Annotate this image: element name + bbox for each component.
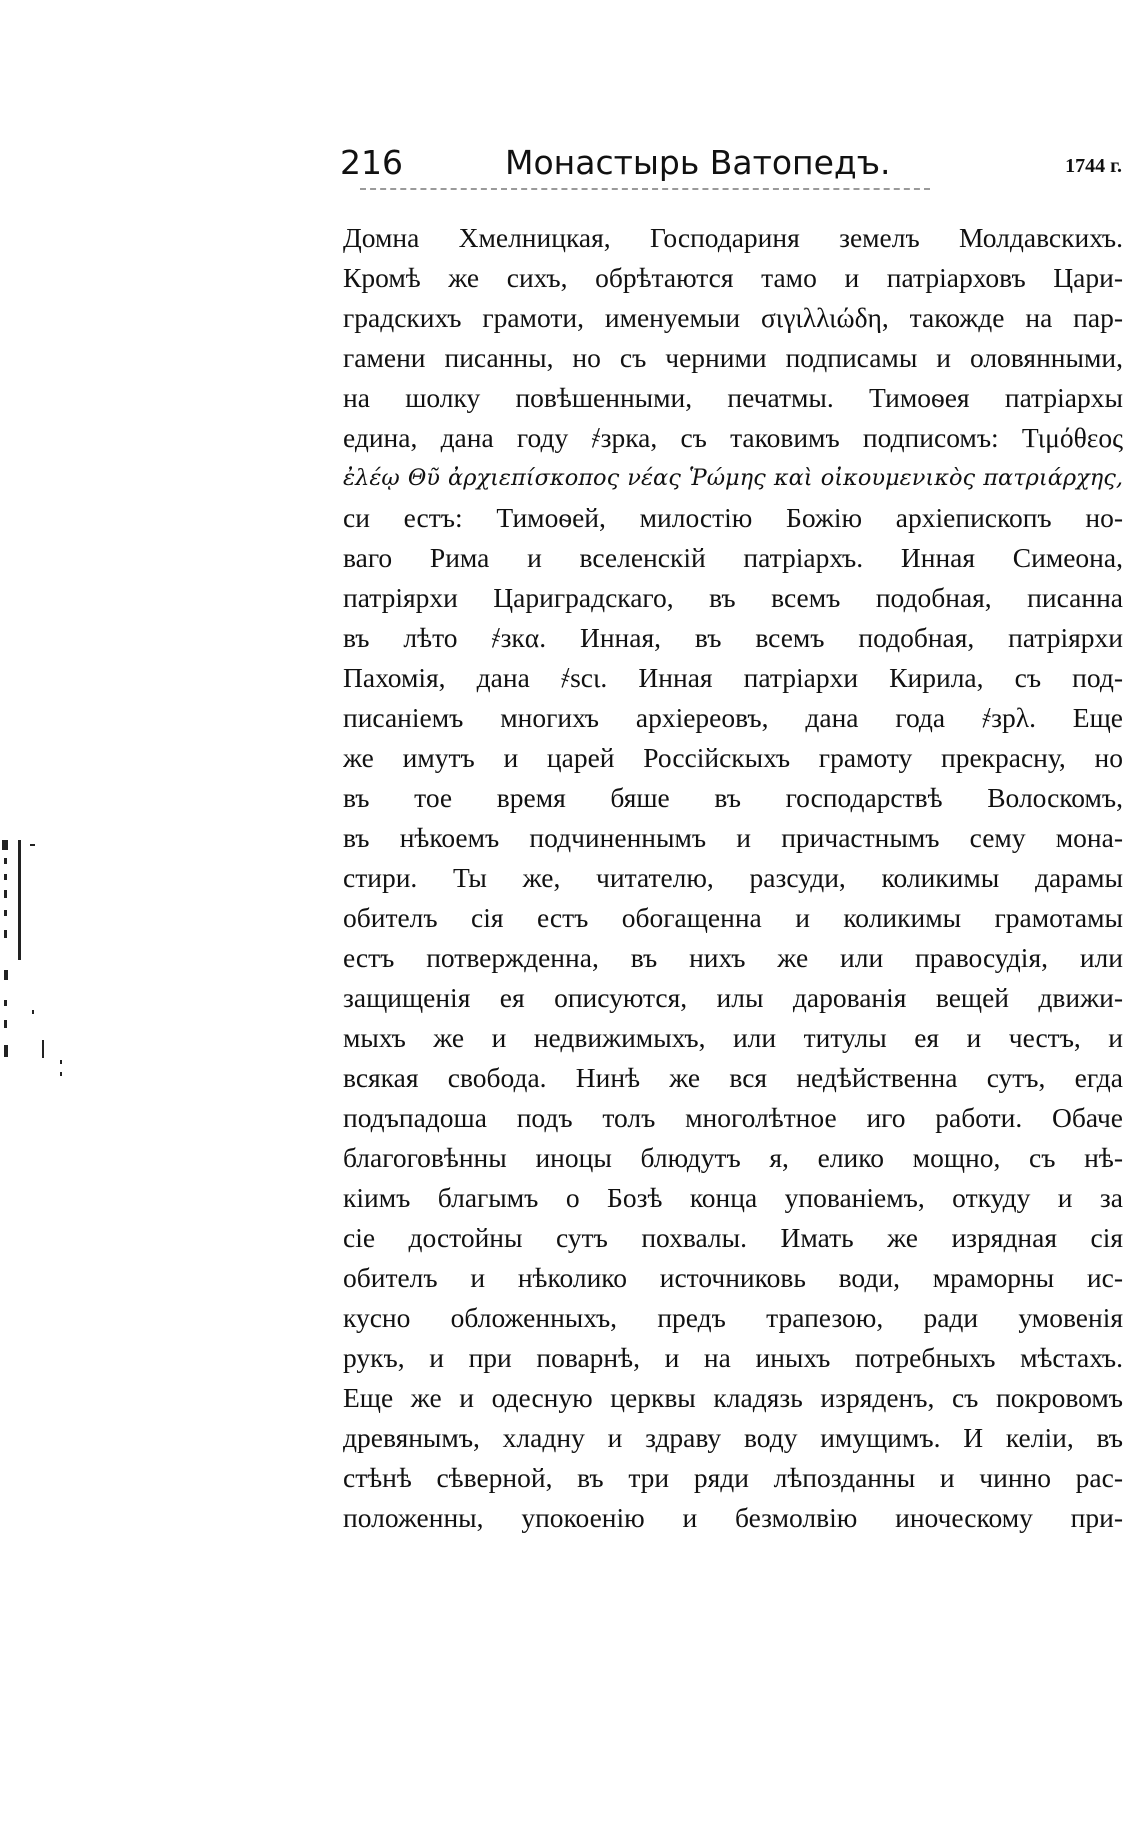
text-line: Кромѣ же сихъ, обрѣтаются тамо и патріарховъ Цари-: [343, 262, 1123, 293]
text-line: ваго Рима и вселенскій патріархъ. Инная Симеона,: [343, 542, 1123, 573]
text-line: подъпадоша подъ толъ многолѣтное иго работи. Обаче: [343, 1102, 1123, 1133]
text-line: въ нѣкоемъ подчиненнымъ и причастнымъ сему мона-: [343, 822, 1123, 853]
text-line: же имутъ и царей Россійскыхъ грамоту прекрасну, но: [343, 742, 1123, 773]
text-line: въ лѣто ҂зкα. Инная, въ всемъ подобная, патріярхи: [343, 622, 1123, 653]
text-line: Еще же и одесную церквы кладязь изряденъ, съ покровомъ: [343, 1382, 1123, 1413]
text-line: защищенія ея описуются, илы дарованія вещей движи-: [343, 982, 1123, 1013]
text-line: едина, дана году ҂зрка, съ таковимъ подписомъ: Τιμόθεος: [343, 422, 1123, 453]
text-line: сіе достойны сутъ похвалы. Имать же изрядная сія: [343, 1222, 1123, 1253]
text-line: обителъ и нѣколико источниковь води, мраморны ис-: [343, 1262, 1123, 1293]
text-line: патріярхи Цариградскаго, въ всемъ подобная, писанна: [343, 582, 1123, 613]
text-line: древянымъ, хладну и здраву воду имущимъ. И келіи, въ: [343, 1422, 1123, 1453]
text-line: мыхъ же и недвижимыхъ, или титулы ея и честъ, и: [343, 1022, 1123, 1053]
body-text: [343, 218, 1123, 1538]
text-line: стѣнѣ сѣверной, въ три ряди лѣпозданны и чинно рас-: [343, 1462, 1123, 1493]
text-line: стири. Ты же, читателю, разсуди, коликимы дарамы: [343, 862, 1123, 893]
text-line: Пахомія, дана ҂ѕcι. Инная патріархи Кирила, съ под-: [343, 662, 1123, 693]
header-rule: [360, 188, 930, 190]
text-line: на шолку повѣшенными, печатмы. Тимоѳея патріархы: [343, 382, 1123, 413]
text-line: въ тое время бяше въ господарствѣ Волоскомъ,: [343, 782, 1123, 813]
running-title: Монастырь Ватопедъ.: [505, 143, 891, 182]
text-line: си естъ: Тимоѳей, милостію Божію архіепископъ но-: [343, 502, 1123, 533]
header-year: 1744 г.: [1065, 155, 1122, 177]
text-line: всякая свобода. Нинѣ же вся недѣйственна сутъ, егда: [343, 1062, 1123, 1093]
text-line: рукъ, и при поварнѣ, и на иныхъ потребныхъ мѣстахъ.: [343, 1342, 1123, 1373]
running-header: [340, 140, 1122, 186]
text-line: ἐλέῳ Θῦ ἀρχιεπίσκοπος νέας Ῥώμης καὶ οἰκουμενικὸς πατριάρχης,: [343, 465, 1123, 491]
margin-bleed-marks: [0, 830, 80, 1100]
text-line: кусно обложенныхъ, предъ трапезою, ради умовенія: [343, 1302, 1123, 1333]
text-line: писаніемъ многихъ архіереовъ, дана года ҂зрλ. Еще: [343, 702, 1123, 733]
text-line: естъ потвержденна, въ нихъ же или правосудія, или: [343, 942, 1123, 973]
text-line: обителъ сія естъ обогащенна и коликимы грамотамы: [343, 902, 1123, 933]
text-line: кіимъ благымъ о Бозѣ конца упованіемъ, откуду и за: [343, 1182, 1123, 1213]
text-line: положенны, упокоенію и безмолвію иноческому при-: [343, 1502, 1123, 1533]
text-line: благоговѣнны иноцы блюдутъ я, елико мощно, съ нѣ-: [343, 1142, 1123, 1173]
text-line: градскихъ грамоти, именуемыи σιγιλλιώδη, такожде на пар-: [343, 302, 1123, 333]
text-line: Домна Хмелницкая, Господариня земелъ Молдавскихъ.: [343, 222, 1123, 253]
text-line: гамени писанны, но съ черними подписамы и оловянными,: [343, 342, 1123, 373]
page-number: 216: [340, 143, 403, 182]
